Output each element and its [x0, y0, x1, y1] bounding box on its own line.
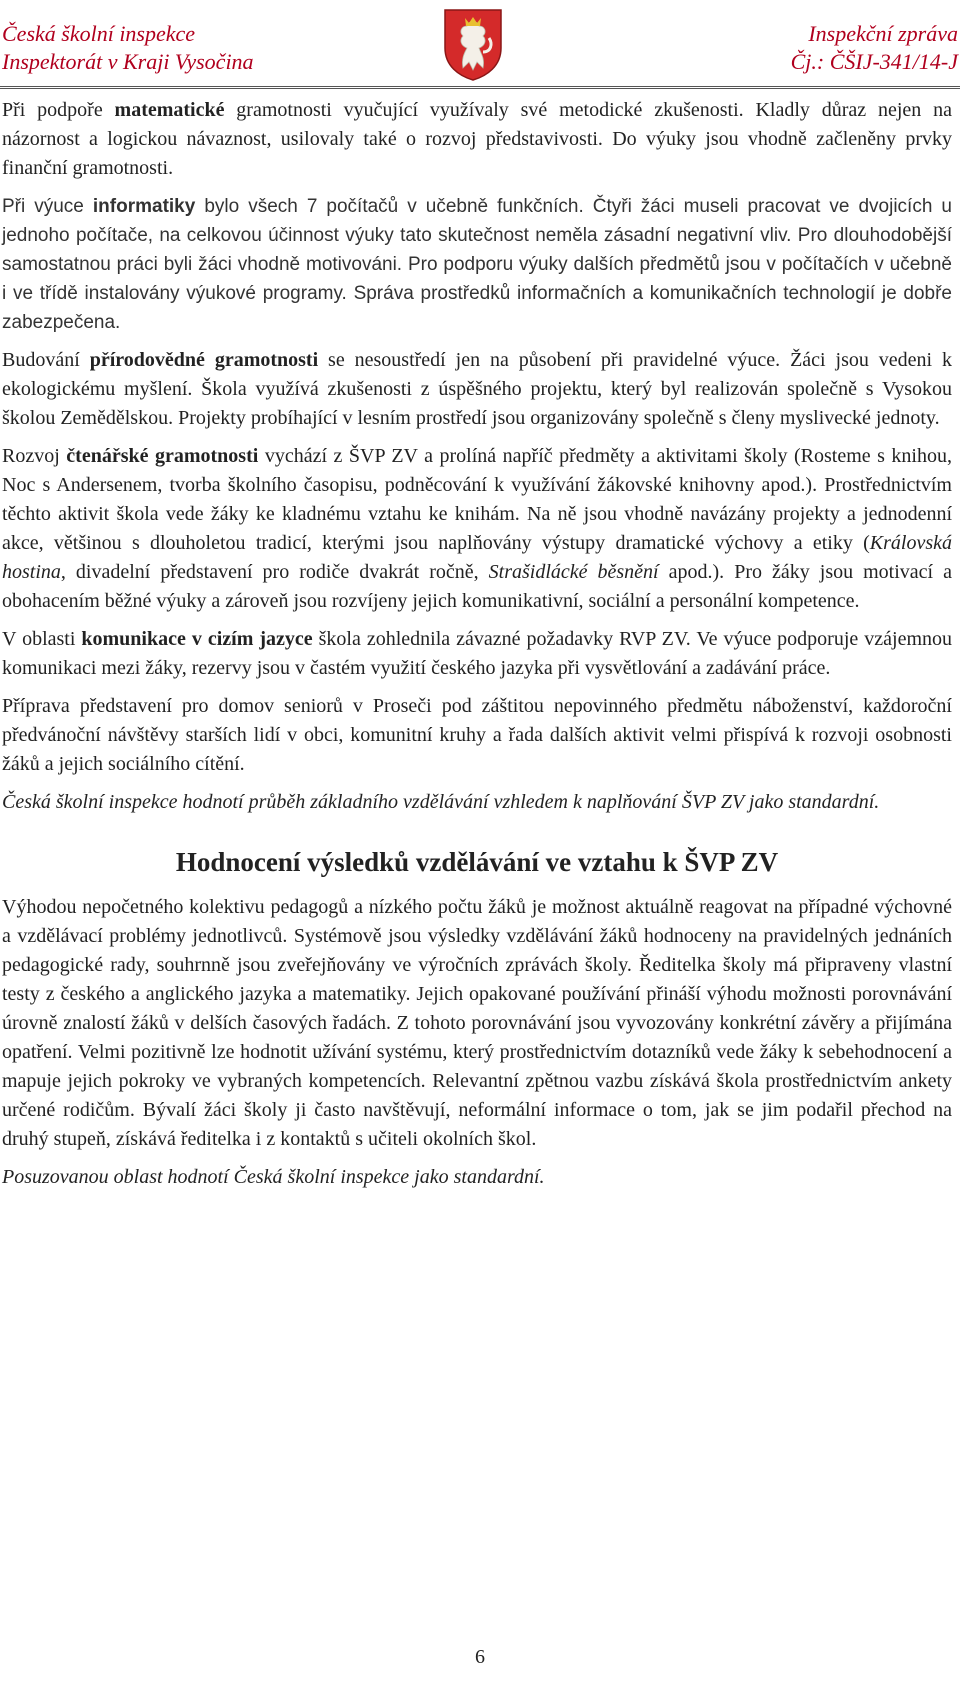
- paragraph-science: Budování přírodovědné gramotnosti se nesoustředí jen na působení při pravidelné výuce. Žáci jsou vedeni k ekologickému myšlení. Škola využívá zkušenosti z úspěšného projektu, který byl realizován společně s Vysokou školou Zemědělskou. Projekty probíhající v lesním prostředí jsou organizovány společně s členy myslivecké jednoty.: [2, 349, 952, 429]
- report-block: [791, 20, 958, 76]
- event-title: Strašidlácké běsnění: [488, 561, 659, 583]
- report-type: Inspekční zpráva: [808, 21, 958, 46]
- paragraph-social-activities: Příprava představení pro domov seniorů v Proseči pod záštitou nepovinného předmětu náboženství, každoroční předvánoční návštěvy starších lidí v obci, komunitní kruhy a řada dalších aktivit velmi přispívá k rozvoji osobnosti žáků a jejich sociálního cítění.: [2, 695, 952, 775]
- issuer-name: Česká školní inspekce: [2, 21, 196, 46]
- term-foreign-language: komunikace v cizím jazyce: [81, 628, 313, 650]
- term-mathematics: matematické: [114, 99, 225, 121]
- evaluation-statement: Česká školní inspekce hodnotí průběh základního vzdělávání vzhledem k naplňování ŠVP ZV jako standardní.: [2, 791, 880, 813]
- term-science-literacy: přírodovědné gramotnosti: [89, 349, 319, 371]
- term-informatics: informatiky: [92, 196, 196, 217]
- section-heading: Hodnocení výsledků vzdělávání ve vztahu k ŠVP ZV: [175, 847, 779, 877]
- reference-number: Čj.: ČŠIJ-341/14-J: [790, 49, 958, 74]
- paragraph-results: Výhodou nepočetného kolektivu pedagogů a nízkého počtu žáků je možnost aktuálně reagovat na případné výchovné a vzdělávací problémy jednotlivců. Systémově jsou výsledky vzdělávání žáků hodnoceny na pravidelných jednáních pedagogické rady, souhrnně jsou zveřejňovány ve výročních zprávách školy. Ředitelka školy má připraveny vlastní testy z českého a anglického jazyka a matematiky. Jejich opakované používání přináší výhodu možnosti porovnávání úrovně znalostí žáků v delších časových řadách. Z tohoto porovnávání jsou vyvozovány konkrétní závěry a přijímána opatření. Velmi pozitivně lze hodnotit užívání systému, který prostřednictvím dotazníků vede žáky k sebehodnocení a mapuje jejich pokroky ve vybraných kompetencích. Relevantní zpětnou vazbu získává škola prostřednictvím ankety určené rodičům. Bývalí žáci školy ji často navštěvují, neformální informace o tom, jak se jim podařil přechod na druhý stupeň, získává ředitelka i z kontaktů s učiteli okolních škol.: [2, 896, 952, 1150]
- coat-of-arms-icon: [443, 8, 503, 81]
- page-number: 6: [475, 1646, 485, 1668]
- paragraph-mathematics: Při podpoře matematické gramotnosti vyučující využívaly své metodické zkušenosti. Kladly důraz nejen na názornost a logickou návaznost, usilovaly také o rozvoj představivosti. Do výuky jsou vhodně začleněny prvky finanční gramotnosti.: [2, 99, 952, 179]
- term-reading-literacy: čtenářské gramotnosti: [66, 445, 259, 467]
- paragraph-informatics: Při výuce informatiky bylo všech 7 počítačů v učebně funkčních. Čtyři žáci museli pracovat ve dvojicích u jednoho počítače, na celkovou účinnost výuky tato skutečnost neměla zásadní negativní vliv. Pro dlouhodobější samostatnou práci byli žáci vhodně motivováni. Pro podporu výuky dalších předmětů jsou v počítačích v učebně i ve třídě instalovány výukové programy. Správa prostředků informačních a komunikačních technologií je dobře zabezpečena.: [2, 196, 952, 333]
- report-body: [2, 96, 952, 1201]
- evaluation-statement-results: Posuzovanou oblast hodnotí Česká školní inspekce jako standardní.: [2, 1166, 545, 1188]
- page-header: [0, 0, 960, 90]
- header-divider: [0, 86, 960, 89]
- paragraph-reading: Rozvoj čtenářské gramotnosti vychází z ŠVP ZV a prolíná napříč předměty a aktivitami školy (Rosteme s knihou, Noc s Andersenem, tvorba školního časopisu, podněcování k využívání žákovské knihovny apod.). Prostřednictvím těchto aktivit škola vede žáky ke kladnému vztahu ke knihám. Na ně jsou vhodně navázány projekty a jednodenní akce, většinou s dlouholetou tradicí, kterými jsou naplňovány výstupy dramatické výchovy a etiky (Královská hostina, divadelní představení pro rodiče dvakrát ročně, Strašidlácké běsnění apod.). Pro žáky jsou motivací a obohacením běžné výuky a zároveň jsou rozvíjeny jejich komunikativní, sociální a personální kompetence.: [2, 445, 952, 612]
- issuer-block: [2, 20, 254, 76]
- paragraph-foreign-language: V oblasti komunikace v cizím jazyce škola zohlednila závazné požadavky RVP ZV. Ve výuce podporuje vzájemnou komunikaci mezi žáky, rezervy jsou v častém využití českého jazyka při vysvětlování a zadávání práce.: [2, 628, 953, 679]
- inspectorate-name: Inspektorát v Kraji Vysočina: [2, 49, 254, 74]
- event-title: Královská hostina: [2, 532, 952, 583]
